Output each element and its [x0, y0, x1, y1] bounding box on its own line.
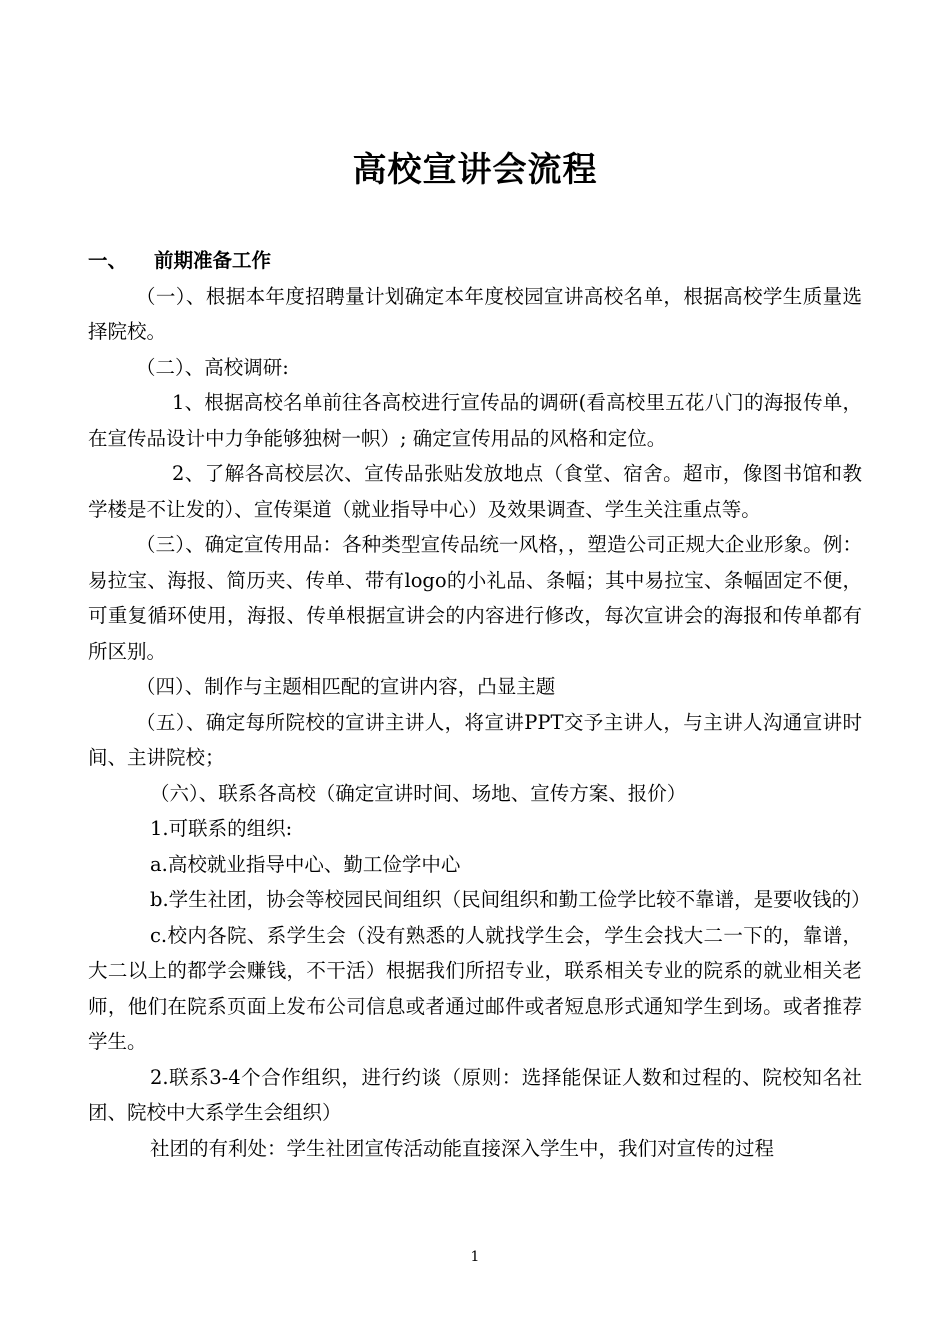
- section-heading: [88, 243, 862, 279]
- paragraph: （四）、制作与主题相匹配的宣讲内容，凸显主题: [136, 675, 556, 698]
- document-body: [88, 243, 871, 1166]
- paragraph: 2、了解各高校层次、宣传品张贴发放地点（食堂、宿舍。超市，像图书馆和教学楼是不让发的）、宣传渠道（就业指导中心）及效果调查、学生关注重点等。: [88, 462, 862, 521]
- paragraph: （二）、高校调研:: [136, 355, 289, 379]
- paragraph: a.高校就业指导中心、勤工俭学中心: [150, 852, 461, 876]
- section-number: 一、: [88, 249, 128, 272]
- paragraph: （一）、根据本年度招聘量计划确定本年度校园宣讲高校名单，根据高校学生质量选择院校。: [88, 284, 862, 343]
- paragraph: c.校内各院、系学生会（没有熟悉的人就找学生会，学生会找大二一下的，靠谱，大二以上的都学会赚钱，不干活）根据我们所招专业，联系相关专业的院系的就业相关老师，他们在院系页面上发布公司信息或者通过邮件或者短息形式通知学生到场。或者推荐学生。: [88, 923, 862, 1053]
- paragraph: b.学生社团，协会等校园民间组织（民间组织和勤工俭学比较不靠谱，是要收钱的）: [150, 888, 871, 911]
- section-title: 前期准备工作: [154, 249, 272, 272]
- paragraph: 社团的有利处：学生社团宣传活动能直接深入学生中，我们对宣传的过程: [150, 1136, 775, 1160]
- paragraph: 1.可联系的组织:: [150, 817, 293, 840]
- paragraph: （五）、确定每所院校的宣讲主讲人，将宣讲PPT交予主讲人，与主讲人沟通宣讲时间、主讲院校；: [88, 710, 862, 769]
- paragraph: 2.联系3-4个合作组织，进行约谈（原则：选择能保证人数和过程的、院校知名社团、院校中大系学生会组织）: [88, 1065, 862, 1124]
- paragraph: 1、根据高校名单前往各高校进行宣传品的调研(看高校里五花八门的海报传单，在宣传品设计中力争能够独树一帜）; 确定宣传用品的风格和定位。: [88, 391, 862, 450]
- page-number: 1: [470, 1249, 480, 1265]
- paragraph: （六）、联系各高校（确定宣讲时间、场地、宣传方案、报价）: [150, 781, 687, 805]
- document-title: 高校宣讲会流程: [352, 150, 598, 190]
- paragraph: （三）、确定宣传用品：各种类型宣传品统一风格，，塑造公司正规大企业形象。例：易拉宝、海报、简历夹、传单、带有logo的小礼品、条幅；其中易拉宝、条幅固定不便，可重复循环使用，海报、传单根据宣讲会的内容进行修改，每次宣讲会的海报和传单都有所区别。: [88, 533, 862, 663]
